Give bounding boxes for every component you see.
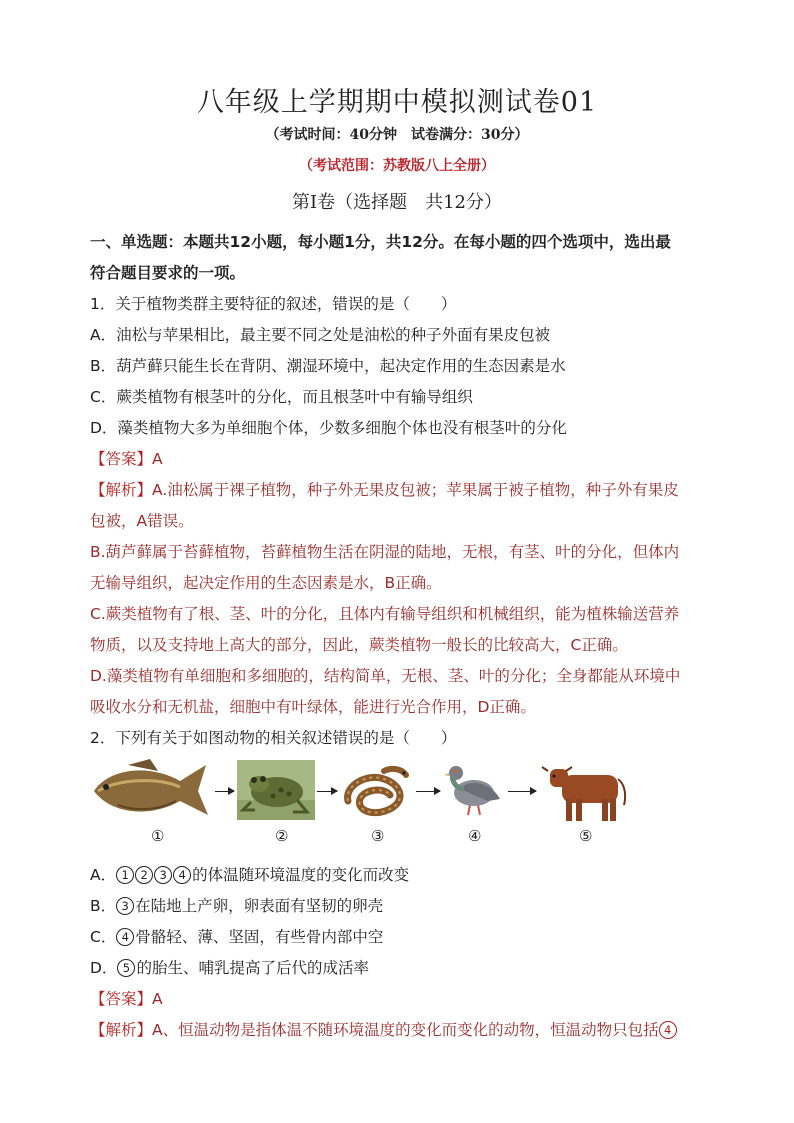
question-1-analysis-line-5: C.蕨类植物有了根、茎、叶的分化，且体内有输导组织和机械组织，能为植株输送营养 (90, 605, 680, 623)
fish-image (88, 757, 213, 823)
instructions-line-2 (90, 261, 245, 283)
section-heading: 第Ⅰ卷（选择题 共12分） (291, 192, 502, 213)
circled-number: 2 (135, 866, 153, 884)
exam-meta: （考试时间：40分钟 试卷满分：30分） (265, 127, 529, 143)
question-1-option-c: C．蕨类植物有根茎叶的分化，而且根茎叶中有输导组织 (90, 388, 473, 406)
figure-label-1: ① (151, 827, 165, 845)
circled-number: 1 (116, 866, 134, 884)
option-text: 骨骼轻、薄、坚固，有些骨内部中空 (135, 928, 384, 946)
question-2-option-a (90, 863, 409, 885)
question-2-option-b (90, 894, 383, 916)
analysis-text: A.油松属于裸子植物，种子外无果皮包被；苹果属于被子植物，种子外有果皮 (152, 481, 679, 499)
question-2-analysis-line-1 (90, 1018, 678, 1040)
option-text: 的体温随环境温度的变化而改变 (192, 866, 410, 884)
question-1-analysis-line-6: 物质，以及支持地上高大的部分，因此，蕨类植物一般长的比较高大，C正确。 (90, 636, 628, 654)
answer-value: A (152, 990, 163, 1008)
page-title: 八年级上学期期中模拟测试卷01 (196, 87, 598, 118)
answer-tag: 【答案】 (90, 450, 153, 468)
question-2-option-d (90, 956, 369, 978)
animal-figure (88, 757, 648, 847)
analysis-tag: 【解析】 (90, 1021, 153, 1039)
instructions-line-1 (90, 230, 671, 252)
instructions-text: 一、单选题：本题共12小题，每小题1分，共12分。在每小题的四个选项中，选出最 (90, 233, 671, 251)
option-letter: D． (90, 959, 118, 977)
question-1-analysis-line-4: 无输导组织，起决定作用的生态因素是水，B正确。 (90, 574, 442, 592)
cow-image (540, 763, 632, 825)
arrow-icon (416, 791, 440, 792)
circled-number: 4 (116, 928, 134, 946)
option-letter: B． (90, 897, 117, 915)
instructions-text: 符合题目要求的一项。 (90, 264, 246, 282)
answer-value: A (152, 450, 163, 468)
analysis-text: A、恒温动物是指体温不随环境温度的变化而变化的动物，恒温动物只包括 (152, 1021, 659, 1039)
question-1-analysis-line-1 (90, 478, 679, 500)
question-1-analysis-line-2: 包被，A错误。 (90, 512, 194, 530)
question-1-analysis-line-7: D.藻类植物有单细胞和多细胞的，结构简单，无根、茎、叶的分化；全身都能从环境中 (90, 667, 681, 685)
figure-label-5: ⑤ (579, 827, 593, 845)
question-2-answer (90, 987, 163, 1009)
pigeon-image (444, 759, 504, 821)
figure-label-3: ③ (371, 827, 385, 845)
figure-label-4: ④ (468, 827, 482, 845)
option-letter: C． (90, 928, 117, 946)
question-2-stem: 2．下列有关于如图动物的相关叙述错误的是（ ） (90, 729, 457, 747)
question-1-stem: 1．关于植物类群主要特征的叙述，错误的是（ ） (90, 295, 457, 313)
analysis-tag: 【解析】 (90, 481, 153, 499)
circled-number: 4 (173, 866, 191, 884)
arrow-icon (508, 791, 536, 792)
figure-label-2: ② (275, 827, 289, 845)
question-1-option-b: B．葫芦藓只能生长在背阴、潮湿环境中，起决定作用的生态因素是水 (90, 357, 566, 375)
question-1-answer (90, 447, 163, 469)
question-1-option-d: D．藻类植物大多为单细胞个体，少数多细胞个体也没有根茎叶的分化 (90, 419, 567, 437)
exam-scope: （考试范围：苏教版八上全册） (299, 158, 495, 174)
question-2-option-c (90, 925, 383, 947)
circled-number: 4 (659, 1021, 677, 1039)
circled-number: 3 (116, 897, 134, 915)
option-text: 在陆地上产卵，卵表面有坚韧的卵壳 (135, 897, 384, 915)
answer-tag: 【答案】 (90, 990, 153, 1008)
question-1-analysis-line-3: B.葫芦藓属于苔藓植物，苔藓植物生活在阴湿的陆地，无根，有茎、叶的分化，但体内 (90, 543, 680, 561)
option-letter: A． (90, 866, 117, 884)
arrow-icon (215, 791, 234, 792)
frog-image (237, 760, 315, 820)
circled-number: 5 (117, 959, 135, 977)
snake-image (340, 761, 414, 821)
arrow-icon (317, 791, 337, 792)
circled-number: 3 (154, 866, 172, 884)
question-1-analysis-line-8: 吸收水分和无机盐，细胞中有叶绿体，能进行光合作用，D正确。 (90, 698, 536, 716)
option-text: 的胎生、哺乳提高了后代的成活率 (136, 959, 369, 977)
question-1-option-a: A．油松与苹果相比，最主要不同之处是油松的种子外面有果皮包被 (90, 326, 551, 344)
